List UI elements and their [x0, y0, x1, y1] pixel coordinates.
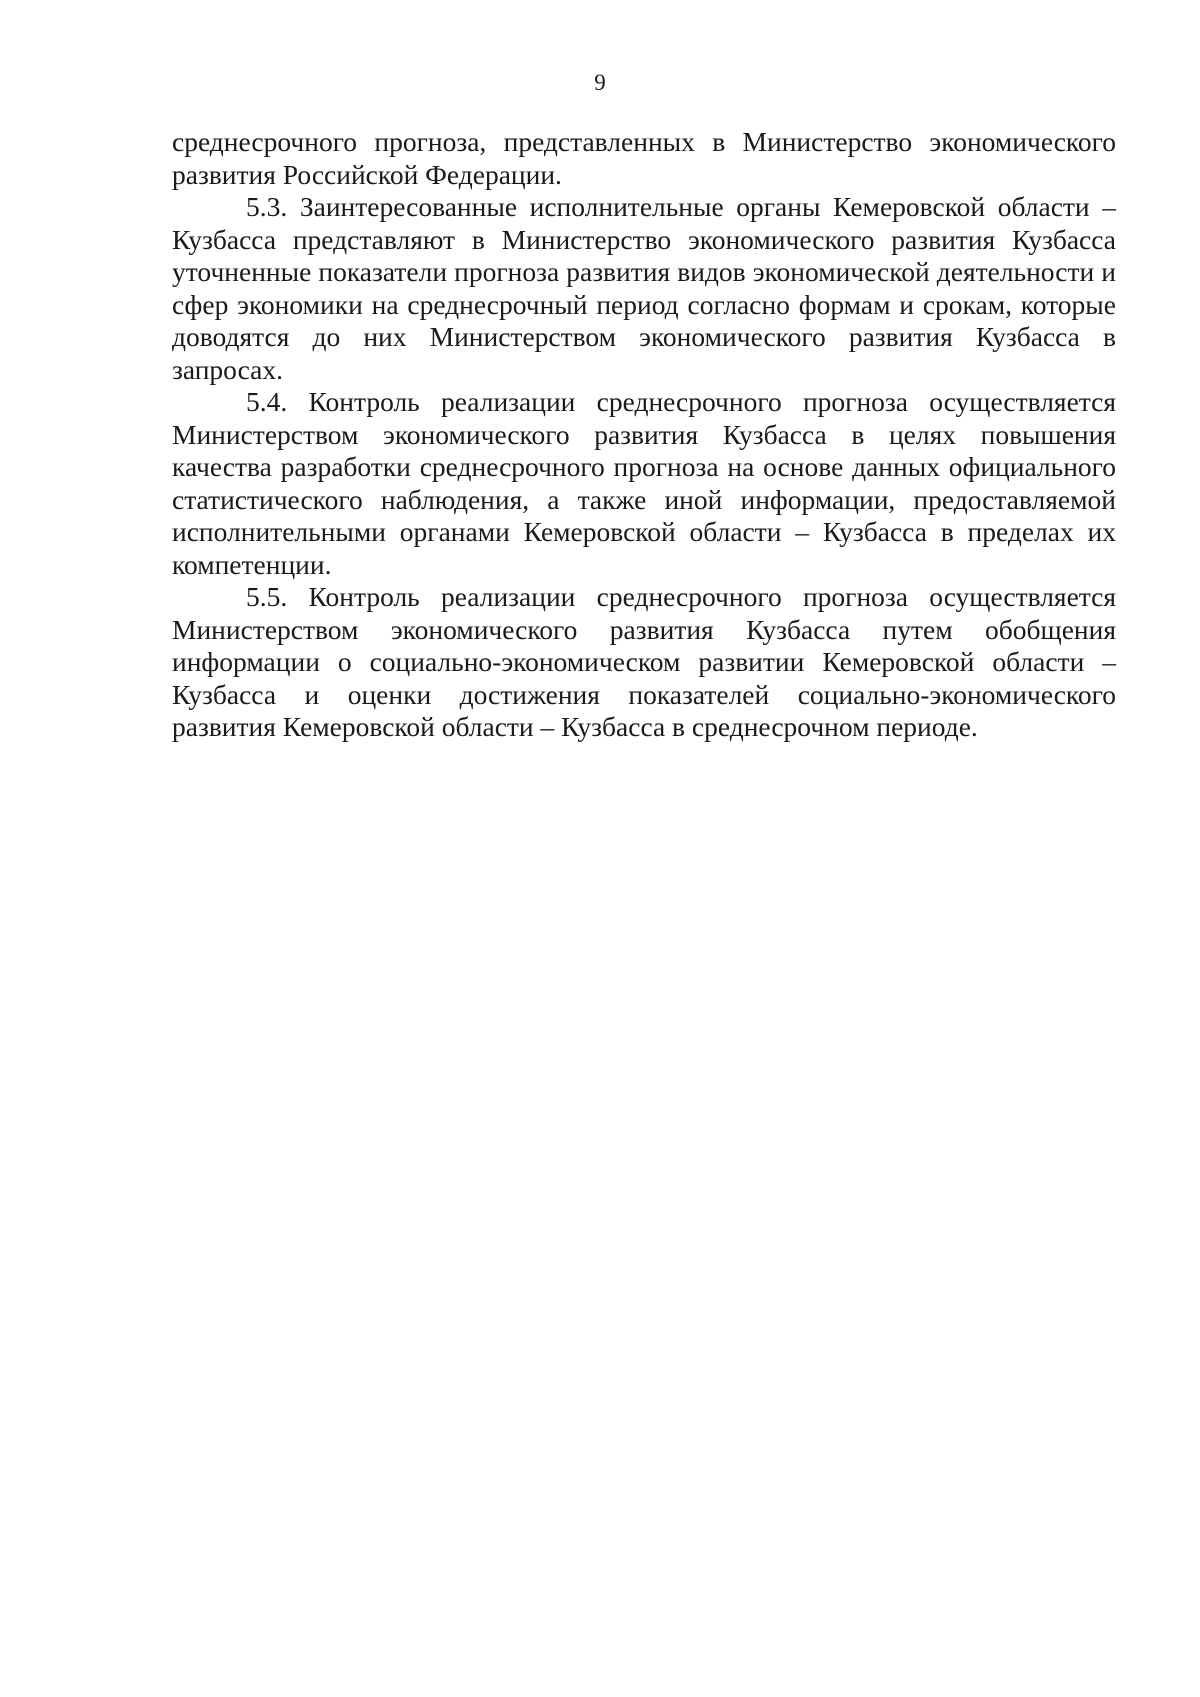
paragraph-5-3: 5.3. Заинтересованные исполнительные органы Кемеровской области – Кузбасса представляют в Министерство экономического развития Кузбасса уточненные показатели прогноза развития видов экономической деятельности и сфер экономики на среднесрочный период согласно формам и срокам, которые доводятся до них Министерством экономического развития Кузбасса в запросах.: [172, 191, 1116, 385]
paragraph-5-4: 5.4. Контроль реализации среднесрочного прогноза осуществляется Министерством экономического развития Кузбасса в целях повышения качества разработки среднесрочного прогноза на основе данных официального статистического наблюдения, а также иной информации, предоставляемой исполнительными органами Кемеровской области – Кузбасса в пределах их компетенции.: [172, 386, 1116, 580]
page-number: 9: [594, 70, 606, 95]
document-body: [172, 126, 1116, 744]
paragraph-continuation: среднесрочного прогноза, представленных в Министерство экономического развития Российской Федерации.: [172, 126, 1116, 190]
paragraph-5-5: 5.5. Контроль реализации среднесрочного прогноза осуществляется Министерством экономического развития Кузбасса путем обобщения информации о социально-экономическом развитии Кемеровской области – Кузбасса и оценки достижения показателей социально-экономического развития Кемеровской области – Кузбасса в среднесрочном периоде.: [172, 581, 1116, 742]
